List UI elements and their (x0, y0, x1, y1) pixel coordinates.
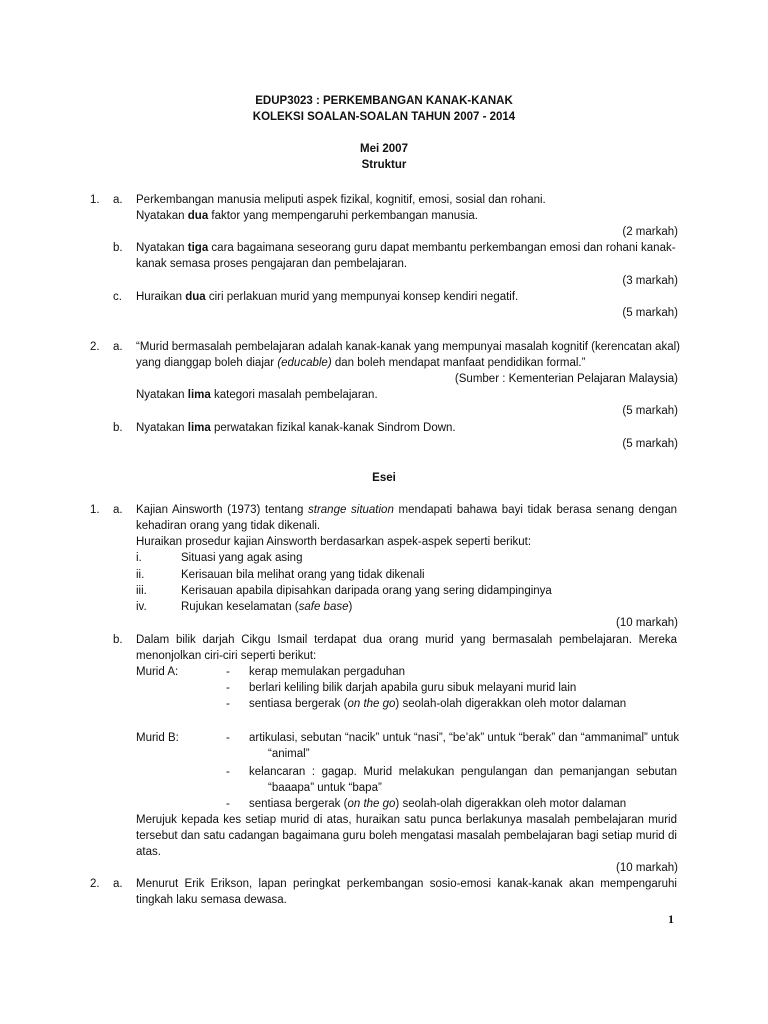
subquestion-label: a. (113, 194, 123, 206)
aspect-number: ii. (136, 569, 145, 581)
list-dash: - (226, 666, 230, 678)
session-label: Mei 2007 (360, 143, 408, 155)
aspect-number: i. (136, 552, 142, 564)
question-number: 1. (90, 194, 100, 206)
question-text: Dalam bilik darjah Cikgu Ismail terdapat dua orang murid yang bermasalah pembelajaran. Mereka (136, 634, 677, 646)
question-text: Nyatakan tiga cara bagaimana seseorang guru dapat membantu perkembangan emosi dan rohani kanak- (136, 242, 676, 254)
question-text: Perkembangan manusia meliputi aspek fizikal, kognitif, emosi, sosial dan rohani. (136, 194, 546, 206)
aspect-text: Rujukan keselamatan (safe base) (181, 601, 353, 613)
question-text: Menurut Erik Erikson, lapan peringkat perkembangan sosio-emosi kanak-kanak akan mempengaruhi (136, 878, 677, 890)
list-item-continued: “animal” (268, 748, 310, 760)
subquestion-label: a. (113, 341, 123, 353)
question-text: atas. (136, 846, 161, 858)
question-text: kanak semasa proses pengajaran dan pembelajaran. (136, 258, 408, 270)
list-item: kelancaran : gagap. Murid melakukan pengulangan dan pemanjangan sebutan (249, 766, 677, 778)
subquestion-label: a. (113, 878, 123, 890)
marks-label: (5 markah) (622, 405, 678, 417)
list-item: sentiasa bergerak (on the go) seolah-olah digerakkan oleh motor dalaman (249, 798, 627, 810)
aspect-text: Kerisauan bila melihat orang yang tidak dikenali (181, 569, 425, 581)
question-text: Nyatakan dua faktor yang mempengaruhi perkembangan manusia. (136, 210, 479, 222)
marks-label: (10 markah) (616, 617, 678, 629)
question-text: Merujuk kepada kes setiap murid di atas, huraikan satu punca berlakunya masalah pembelajaran murid (136, 814, 677, 826)
murid-label: Murid B: (136, 732, 179, 744)
list-dash: - (226, 732, 230, 744)
question-text: “Murid bermasalah pembelajaran adalah kanak-kanak yang mempunyai masalah kognitif (kerencatan akal) (136, 341, 680, 353)
aspect-number: iv. (136, 601, 147, 613)
list-dash: - (226, 698, 230, 710)
page-number: 1 (668, 912, 674, 926)
aspect-number: iii. (136, 585, 147, 597)
list-item: artikulasi, sebutan “nacik” untuk “nasi”, “be’ak” untuk “berak” dan “ammanimal” untuk (249, 732, 680, 744)
question-text: Huraikan dua ciri perlakuan murid yang mempunyai konsep kendiri negatif. (136, 291, 519, 303)
subquestion-label: c. (113, 291, 122, 303)
list-item-continued: “baaapa” untuk “bapa” (268, 782, 382, 794)
question-number: 1. (90, 504, 100, 516)
question-number: 2. (90, 341, 100, 353)
list-dash: - (226, 682, 230, 694)
question-text: tingkah laku semasa dewasa. (136, 894, 287, 906)
subquestion-label: b. (113, 242, 123, 254)
question-text: Nyatakan lima perwatakan fizikal kanak-kanak Sindrom Down. (136, 422, 456, 434)
marks-label: (5 markah) (622, 307, 678, 319)
list-item: berlari keliling bilik darjah apabila guru sibuk melayani murid lain (249, 682, 577, 694)
section-heading-esei: Esei (372, 472, 396, 484)
marks-label: (3 markah) (622, 275, 678, 287)
marks-label: (5 markah) (622, 438, 678, 450)
document-subtitle: KOLEKSI SOALAN-SOALAN TAHUN 2007 - 2014 (252, 111, 516, 123)
question-text: Kajian Ainsworth (1973) tentang strange situation mendapati bahawa bayi tidak berasa senang dengan (136, 504, 678, 516)
source-citation: (Sumber : Kementerian Pelajaran Malaysia) (454, 373, 678, 385)
subquestion-label: b. (113, 422, 123, 434)
subquestion-label: b. (113, 634, 123, 646)
murid-label: Murid A: (136, 666, 179, 678)
section-heading-struktur: Struktur (361, 159, 407, 171)
question-number: 2. (90, 878, 100, 890)
list-item: sentiasa bergerak (on the go) seolah-olah digerakkan oleh motor dalaman (249, 698, 627, 710)
question-text: Huraikan prosedur kajian Ainsworth berdasarkan aspek-aspek seperti berikut: (136, 536, 532, 548)
aspect-text: Situasi yang agak asing (181, 552, 303, 564)
question-text: Nyatakan lima kategori masalah pembelajaran. (136, 389, 378, 401)
list-item: kerap memulakan pergaduhan (249, 666, 405, 678)
marks-label: (10 markah) (616, 862, 678, 874)
document-title: EDUP3023 : PERKEMBANGAN KANAK-KANAK (255, 95, 513, 107)
list-dash: - (226, 798, 230, 810)
question-text: tersebut dan satu cadangan bagaimana guru boleh mengatasi masalah pembelajaran bagi setiap murid di (136, 830, 677, 842)
subquestion-label: a. (113, 504, 123, 516)
question-text: yang dianggap boleh diajar (educable) dan boleh mendapat manfaat pendidikan formal.” (136, 357, 586, 369)
marks-label: (2 markah) (622, 226, 678, 238)
list-dash: - (226, 766, 230, 778)
aspect-text: Kerisauan apabila dipisahkan daripada orang yang sering didampinginya (181, 585, 552, 597)
question-text: kehadiran orang yang tidak dikenali. (136, 520, 321, 532)
question-text: menonjolkan ciri-ciri seperti berikut: (136, 650, 317, 662)
